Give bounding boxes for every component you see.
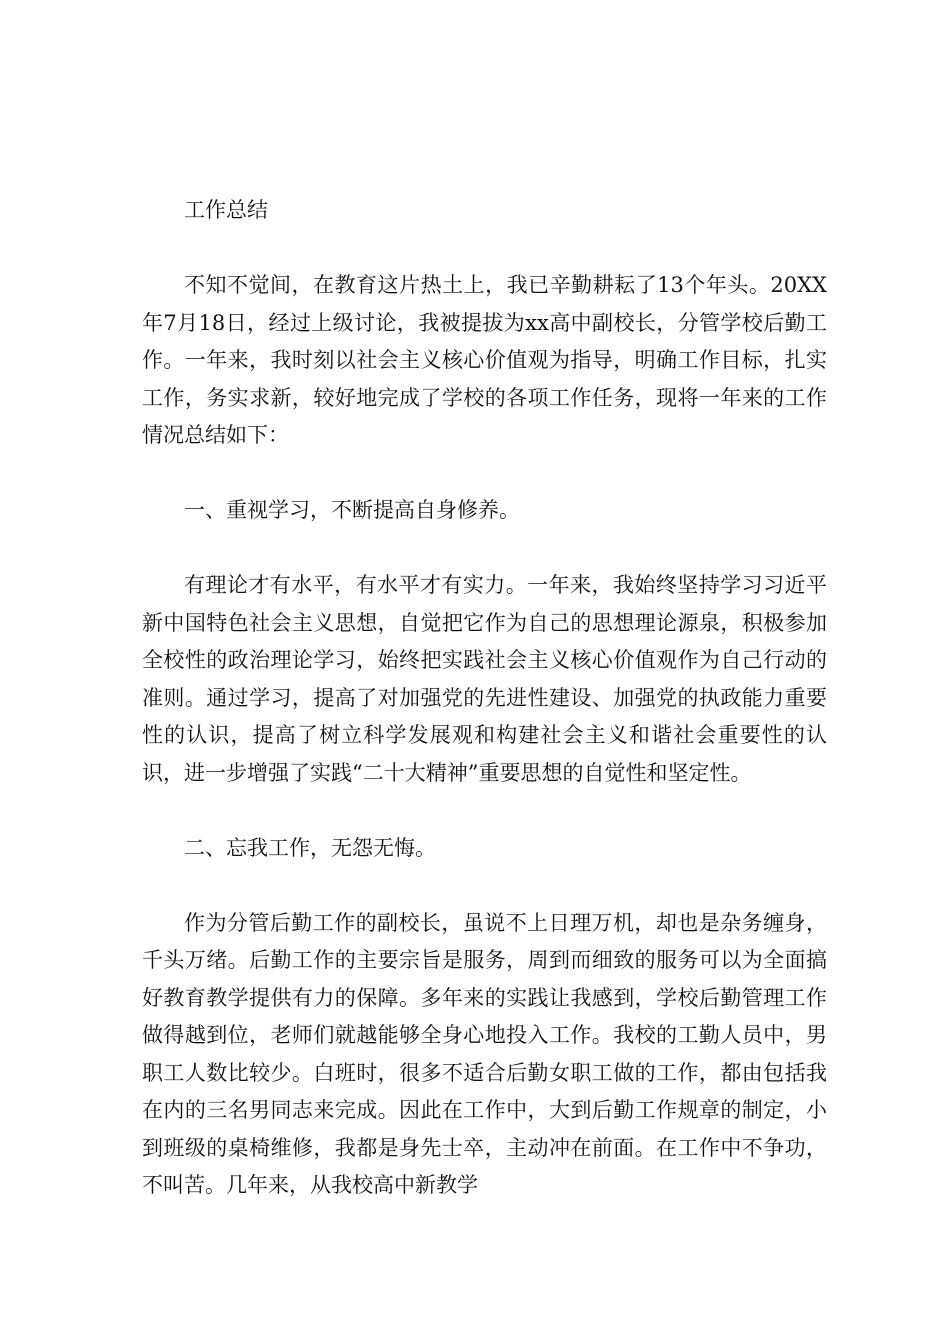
section-2-paragraph: 作为分管后勤工作的副校长，虽说不上日理万机，却也是杂务缠身，千头万绪。后勤工作的主要宗旨是服务，周到而细致的服务可以为全面搞好教育教学提供有力的保障。多年来的实践让我感到，学校后勤管理工作做得越到位，老师们就越能够全身心地投入工作。我校的工勤人员中，男职工人数比较少。白班时，很多不适合后勤女职工做的工作，都由包括我在内的三名男同志来完成。因此在工作中，大到后勤工作规章的制定，小到班级的桌椅维修，我都是身先士卒，主动冲在前面。在工作中不争功，不叫苦。几年来，从我校高中新教学 <box>142 910 827 1197</box>
paragraph-spacer <box>142 867 827 905</box>
document-body <box>142 192 827 1205</box>
document-title: 工作总结 <box>184 198 268 222</box>
paragraph-spacer <box>142 792 827 830</box>
section-1-heading: 一、重视学习，不断提高自身修养。 <box>184 498 520 522</box>
paragraph-spacer <box>142 530 827 568</box>
paragraph-spacer <box>142 455 827 493</box>
intro-paragraph: 不知不觉间，在教育这片热土上，我已辛勤耕耘了13个年头。20XX年7月18日，经过上级讨论，我被提拔为xx高中副校长，分管学校后勤工作。一年来，我时刻以社会主义核心价值观为指导，明确工作目标，扎实工作，务实求新，较好地完成了学校的各项工作任务，现将一年来的工作情况总结如下： <box>142 273 827 447</box>
paragraph-spacer <box>142 230 827 268</box>
section-2-heading: 二、忘我工作，无怨无悔。 <box>184 835 436 860</box>
section-1-paragraph: 有理论才有水平，有水平才有实力。一年来，我始终坚持学习习近平新中国特色社会主义思想，自觉把它作为自己的思想理论源泉，积极参加全校性的政治理论学习，始终把实践社会主义核心价值观作为自己行动的准则。通过学习，提高了对加强党的先进性建设、加强党的执政能力重要性的认识，提高了树立科学发展观和构建社会主义和谐社会重要性的认识，进一步增强了实践“二十大精神”重要思想的自觉性和坚定性。 <box>142 573 827 785</box>
